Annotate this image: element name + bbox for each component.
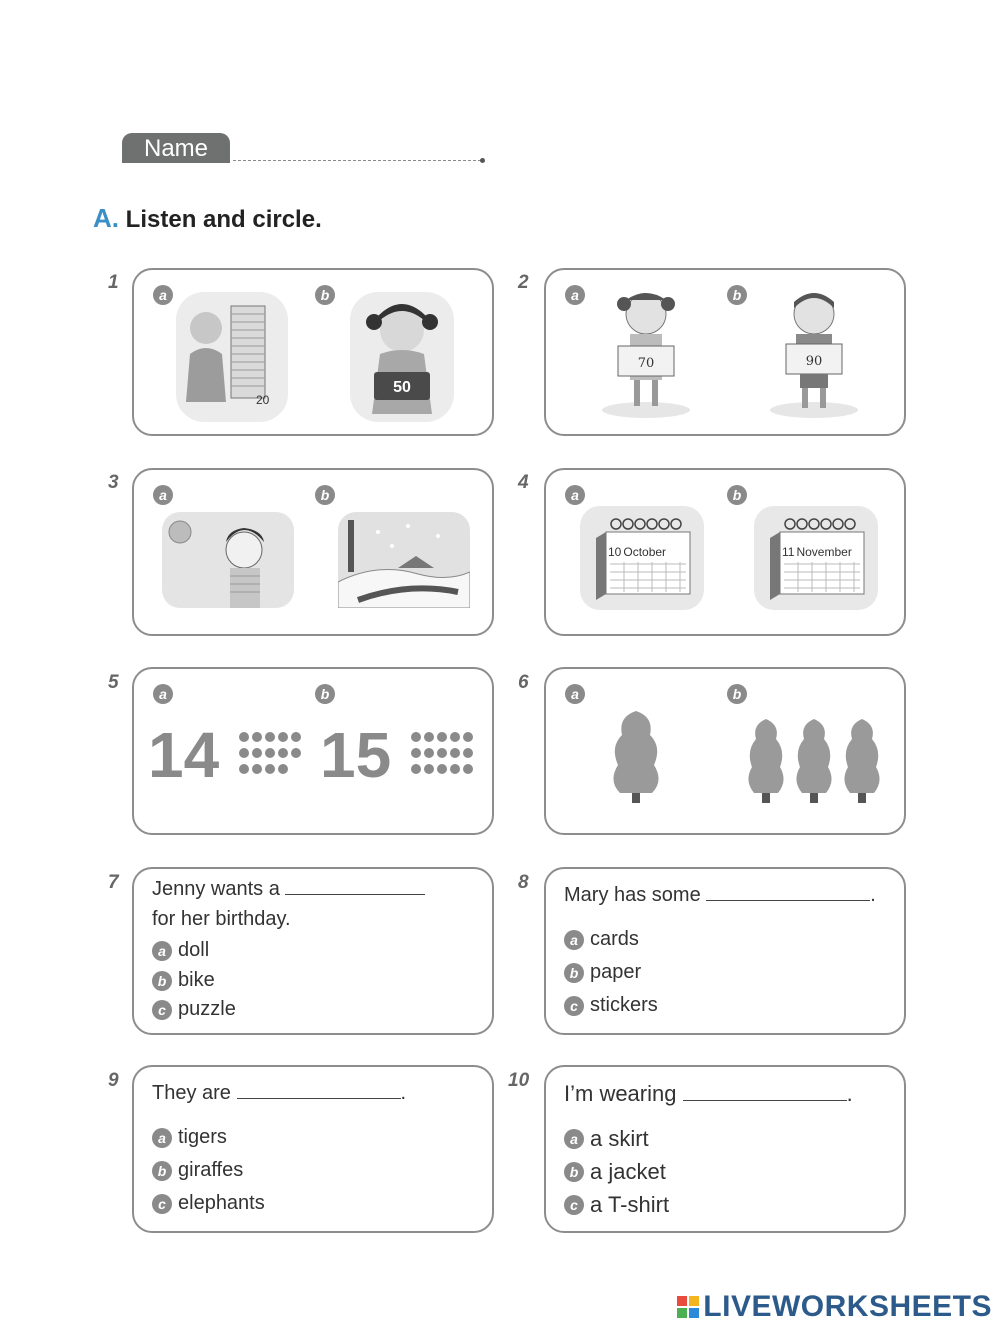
boy-box-number: 90	[805, 354, 823, 369]
option-a-marker[interactable]: a	[565, 684, 585, 704]
number-15-dots-image[interactable]	[320, 715, 480, 785]
choice-label: cards	[590, 928, 639, 950]
option-a-marker[interactable]: a	[565, 485, 585, 505]
option-a-marker[interactable]: a	[153, 684, 173, 704]
choice-label: giraffes	[178, 1159, 244, 1181]
calendar-november-image[interactable]	[754, 506, 878, 610]
option-c-marker: c	[152, 1000, 172, 1020]
calendar-a-day: 10	[608, 545, 622, 559]
svg-text:11November	[782, 545, 852, 559]
question-3-box	[132, 468, 494, 636]
choice-label: a jacket	[590, 1159, 666, 1184]
question-8-box	[544, 867, 906, 1035]
question-5-box	[132, 667, 494, 835]
question-7-prompt	[152, 878, 425, 901]
option-c-marker: c	[152, 1194, 172, 1214]
option-a-marker: a	[152, 941, 172, 961]
svg-text:10October	[608, 545, 666, 559]
option-b-marker: b	[564, 963, 584, 983]
option-b-marker[interactable]: b	[315, 285, 335, 305]
choice-c[interactable]	[152, 1192, 265, 1215]
answer-blank[interactable]	[237, 1097, 401, 1099]
choice-a[interactable]	[152, 1126, 227, 1149]
option-b-marker[interactable]: b	[727, 485, 747, 505]
choice-b[interactable]	[564, 1159, 666, 1185]
section-instruction: Listen and circle.	[125, 206, 322, 233]
name-input-line[interactable]	[233, 160, 481, 161]
prompt-text: Mary has some	[564, 884, 701, 906]
option-b-marker[interactable]: b	[315, 485, 335, 505]
paper-count-label: 20	[256, 393, 270, 407]
number-14-dots-image[interactable]	[148, 715, 308, 785]
snowy-weather-image[interactable]	[338, 512, 470, 608]
option-a-marker[interactable]: a	[153, 285, 173, 305]
choice-c[interactable]	[564, 994, 658, 1017]
question-number: 9	[108, 1070, 119, 1091]
question-number: 4	[518, 472, 529, 493]
choice-c[interactable]	[564, 1192, 669, 1218]
three-trees-image[interactable]	[742, 715, 892, 809]
option-b-marker: b	[152, 971, 172, 991]
question-10-prompt	[564, 1081, 853, 1107]
question-number: 3	[108, 472, 119, 493]
choice-label: elephants	[178, 1192, 265, 1214]
number-a-label: 14	[148, 719, 220, 785]
choice-label: a skirt	[590, 1126, 649, 1151]
logo-icon	[677, 1296, 699, 1318]
question-number: 1	[108, 272, 119, 293]
choice-label: tigers	[178, 1126, 227, 1148]
brand-name: LIVEWORKSHEETS	[703, 1290, 992, 1323]
question-6-box	[544, 667, 906, 835]
answer-blank[interactable]	[706, 899, 870, 901]
question-1-box	[132, 268, 494, 436]
liveworksheets-logo[interactable]	[677, 1290, 992, 1324]
question-number: 10	[508, 1070, 530, 1091]
choice-c[interactable]	[152, 998, 236, 1021]
boy-holding-box-image[interactable]	[762, 284, 866, 422]
choice-a[interactable]	[564, 928, 639, 951]
prompt-text: I’m wearing	[564, 1081, 677, 1106]
prompt-period: .	[870, 884, 876, 906]
choice-label: puzzle	[178, 998, 236, 1020]
option-c-marker: c	[564, 1195, 584, 1215]
prompt-continuation: for her birthday.	[152, 908, 291, 930]
choice-label: stickers	[590, 994, 658, 1016]
question-number: 5	[108, 672, 119, 693]
option-a-marker: a	[152, 1128, 172, 1148]
girl-holding-box-image[interactable]	[594, 284, 698, 422]
question-4-box	[544, 468, 906, 636]
choice-b[interactable]	[152, 1159, 243, 1182]
option-b-marker[interactable]: b	[315, 684, 335, 704]
box-count-label: 50	[393, 379, 411, 396]
question-number: 6	[518, 672, 529, 693]
choice-b[interactable]	[564, 961, 641, 984]
option-a-marker: a	[564, 930, 584, 950]
question-number: 7	[108, 872, 119, 893]
hot-weather-image[interactable]	[162, 512, 294, 608]
calendar-october-image[interactable]	[580, 506, 704, 610]
choice-label: doll	[178, 939, 210, 961]
choice-label: a T-shirt	[590, 1192, 670, 1217]
section-title	[93, 203, 322, 234]
question-number: 8	[518, 872, 529, 893]
name-line-end-dot	[480, 158, 485, 163]
option-a-marker[interactable]: a	[153, 485, 173, 505]
choice-a[interactable]	[564, 1126, 649, 1152]
question-number: 2	[518, 272, 529, 293]
prompt-text: They are	[152, 1082, 231, 1104]
question-8-prompt	[564, 884, 876, 907]
option-b-marker: b	[564, 1162, 584, 1182]
prompt-period: .	[400, 1082, 407, 1104]
option-c-marker: c	[564, 996, 584, 1016]
name-label: Name	[122, 133, 230, 163]
prompt-text: Jenny wants a	[152, 878, 280, 900]
girl-with-box-image[interactable]	[350, 292, 454, 422]
option-b-marker: b	[152, 1161, 172, 1181]
number-b-label: 15	[320, 719, 392, 785]
answer-blank[interactable]	[683, 1099, 847, 1101]
option-a-marker: a	[564, 1129, 584, 1149]
option-b-marker[interactable]: b	[727, 684, 747, 704]
calendar-b-day: 11	[782, 545, 795, 559]
calendar-a-month: October	[623, 545, 667, 559]
question-9-prompt	[152, 1082, 406, 1105]
question-7-box	[132, 867, 494, 1035]
one-tree-image[interactable]	[596, 707, 676, 809]
girl-box-number: 70	[637, 356, 655, 371]
option-a-marker[interactable]: a	[565, 285, 585, 305]
section-letter: A.	[93, 203, 119, 233]
option-b-marker[interactable]: b	[727, 285, 747, 305]
choice-label: paper	[590, 961, 642, 983]
calendar-b-month: November	[796, 545, 852, 559]
choice-a[interactable]	[152, 939, 209, 962]
question-2-box	[544, 268, 906, 436]
answer-blank[interactable]	[285, 893, 425, 895]
choice-label: bike	[178, 969, 215, 991]
prompt-period: .	[846, 1081, 853, 1106]
girl-with-papers-image[interactable]	[176, 292, 288, 422]
choice-b[interactable]	[152, 969, 215, 992]
question-10-box	[544, 1065, 906, 1233]
question-9-box	[132, 1065, 494, 1233]
